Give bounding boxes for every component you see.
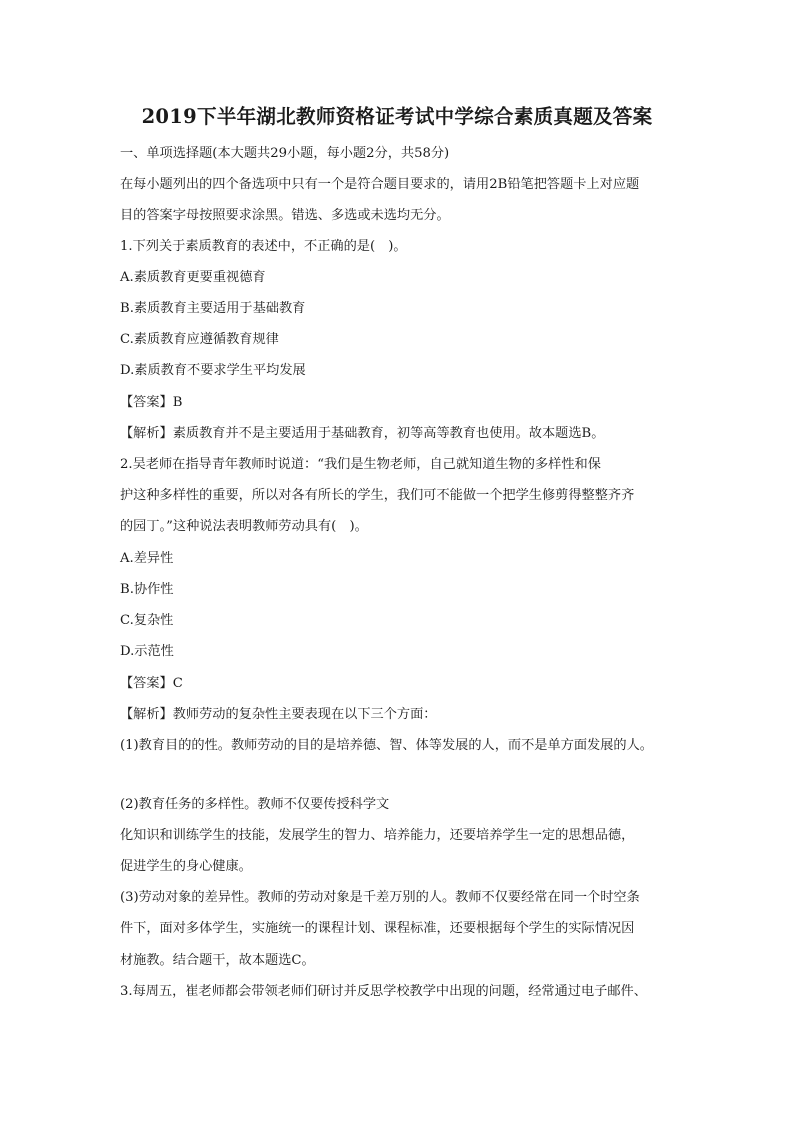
question-1-option-a: A.素质教育更要重视德育	[120, 270, 266, 285]
question-2-option-d: D.示范性	[120, 644, 174, 659]
instruction-line: 目的答案字母按照要求涂黑。错选、多选或未选均无分。	[120, 208, 450, 223]
question-1-option-b: B.素质教育主要适用于基础教育	[120, 301, 306, 316]
question-2-answer: 【答案】C	[120, 676, 183, 691]
section-heading: 一、单项选择题(本大题共29小题，每小题2分，共58分)	[120, 146, 450, 161]
question-2-stem-line: 护这种多样性的重要，所以对各有所长的学生，我们可不能做一个把学生修剪得整整齐齐	[120, 488, 635, 503]
question-2-analysis-line: (3)劳动对象的差异性。教师的劳动对象是千差万别的人。教师不仅要经常在同一个时空条	[120, 890, 640, 905]
document-title: 2019下半年湖北教师资格证考试中学综合素质真题及答案	[141, 105, 653, 128]
question-2-analysis-line: 化知识和训练学生的技能，发展学生的智力、培养能力，还要培养学生一定的思想品德，	[120, 828, 635, 843]
question-2-analysis-line: 件下，面对多体学生，实施统一的课程计划、课程标准，还要根据每个学生的实际情况因	[120, 921, 635, 936]
question-3-stem: 3.每周五，崔老师都会带领老师们研讨并反思学校教学中出现的问题，经常通过电子邮件、	[120, 984, 647, 999]
question-2-stem-line: 2.吴老师在指导青年教师时说道：“我们是生物老师，自己就知道生物的多样性和保	[120, 457, 601, 472]
question-2-option-a: A.差异性	[120, 551, 174, 566]
question-2-option-b: B.协作性	[120, 582, 174, 597]
question-1-answer: 【答案】B	[120, 395, 183, 410]
question-1-option-d: D.素质教育不要求学生平均发展	[120, 363, 306, 378]
question-1-analysis: 【解析】素质教育并不是主要适用于基础教育，初等高等教育也使用。故本题选B。	[120, 426, 605, 441]
question-2-option-c: C.复杂性	[120, 613, 174, 628]
question-1-stem: 1.下列关于素质教育的表述中，不正确的是( )。	[120, 239, 407, 254]
question-2-analysis-line: (2)教育任务的多样性。教师不仅要传授科学文	[120, 797, 390, 812]
question-1-option-c: C.素质教育应遵循教育规律	[120, 332, 279, 347]
question-2-analysis-line: (1)教育目的的性。教师劳动的目的是培养德、智、体等发展的人，而不是单方面发展的人。	[120, 738, 653, 753]
question-2-analysis-line: 【解析】教师劳动的复杂性主要表现在以下三个方面：	[120, 707, 437, 722]
question-2-analysis-line: 促进学生的身心健康。	[120, 859, 252, 874]
question-2-analysis-line: 材施教。结合题干，故本题选C。	[120, 953, 315, 968]
question-2-stem-line: 的园丁。”这种说法表明教师劳动具有( )。	[120, 519, 368, 534]
instruction-line: 在每小题列出的四个备选项中只有一个是符合题目要求的，请用2B铅笔把答题卡上对应题	[120, 177, 640, 192]
